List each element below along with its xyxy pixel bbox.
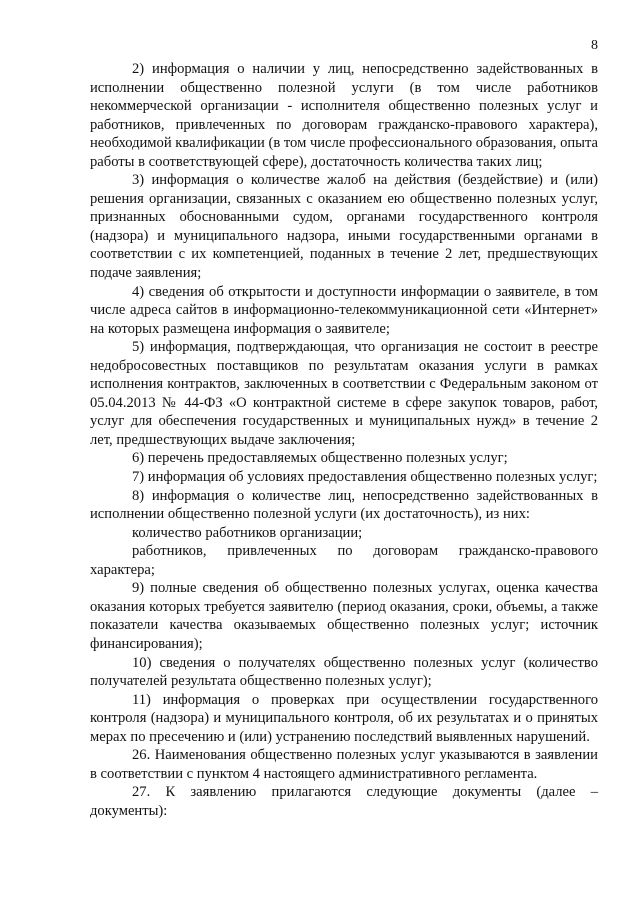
page-number: 8: [591, 38, 598, 53]
paragraph-clause-26: 26. Наименования общественно полезных услуг указываются в заявлении в соответствии с пунктом 4 настоящего административного регламента.: [90, 747, 598, 782]
paragraph-item-11-inspections: 11) информация о проверках при осуществлении государственного контроля (надзора) и муниципального контроля, об их результатах и о принятых мерах по пресечению и (или) устранению последствий выявленных нарушений.: [90, 691, 598, 745]
document-body: [90, 60, 598, 820]
paragraph-subitem-employees: количество работников организации;: [132, 524, 363, 541]
paragraph-item-6-services-list: 6) перечень предоставляемых общественно полезных услуг;: [132, 450, 508, 467]
paragraph-item-9-service-details: 9) полные сведения об общественно полезных услугах, оценка качества оказания которых требуется заявителю (период оказания, сроки, объемы, а также показатели качества оказываемых общественно полезных услуг; источник финансирования);: [90, 580, 598, 652]
paragraph-item-8-staff-count: 8) информация о количестве лиц, непосредственно задействованных в исполнении общественно полезной услуги (их достаточность), из них:: [90, 487, 598, 523]
paragraph-item-4-openness: 4) сведения об открытости и доступности информации о заявителе, в том числе адреса сайтов в информационно-телекоммуникационной сети «Интернет» на которых размещена информация о заявителе;: [90, 283, 598, 337]
paragraph-item-10-recipients: 10) сведения о получателях общественно полезных услуг (количество получателей результата общественно полезных услуг);: [90, 654, 598, 690]
paragraph-item-7-conditions: 7) информация об условиях предоставления общественно полезных услуг;: [132, 469, 598, 486]
paragraph-item-5-registry: 5) информация, подтверждающая, что организация не состоит в реестре недобросовестных поставщиков по результатам оказания услуги в рамках исполнения контрактов, заключенных в соответствии с Федеральным законом от 05.04.2013 № 44-ФЗ «О контрактной системе в сфере закупок товаров, работ, услуг для обеспечения государственных и муниципальных нужд» в течение 2 лет, предшествующих выдаче заключения;: [90, 339, 598, 448]
paragraph-item-2-qualification: 2) информация о наличии у лиц, непосредственно задействованных в исполнении общественно полезной услуги (в том числе работников некоммерческой организации - исполнителя общественно полезных услуг и работников, привлеченных по договорам гражданско-правового характера), необходимой квалификации (в том числе профессионального образования, опыта работы в соответствующей сфере), достаточность количества таких лиц;: [90, 61, 599, 170]
paragraph-item-3-complaints: 3) информация о количестве жалоб на действия (бездействие) и (или) решения организации, связанных с оказанием ею общественно полезных услуг, признанных обоснованными судом, органами государственного контроля (надзора) и муниципального надзора, иными государственными органами в соответствии с их компетенцией, поданных в течение 2 лет, предшествующих подаче заявления;: [90, 172, 598, 282]
paragraph-clause-27: 27. К заявлению прилагаются следующие документы (далее – документы):: [90, 784, 598, 819]
paragraph-subitem-contractors: работников, привлеченных по договорам гражданско-правового характера;: [90, 543, 598, 578]
